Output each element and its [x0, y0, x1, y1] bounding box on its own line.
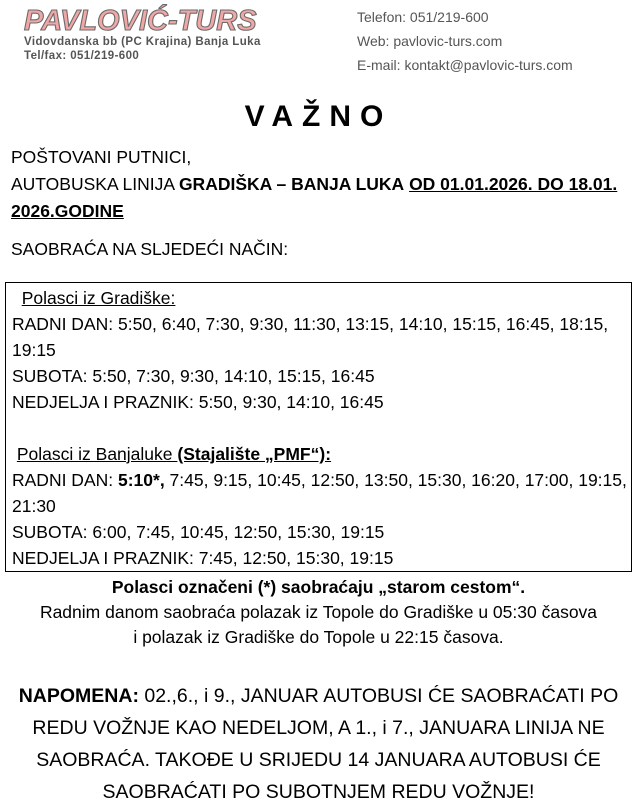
route-line	[11, 171, 621, 225]
gradiska-saturday: SUBOTA: 5:50, 7:30, 9:30, 14:10, 15:15, 16:45	[12, 366, 375, 386]
route-prefix: AUTOBUSKA LINIJA	[11, 174, 179, 194]
banjaluka-working-label: RADNI DAN:	[12, 470, 118, 490]
gradiska-sunday: NEDJELJA I PRAZNIK: 5:50, 9:30, 14:10, 16:45	[12, 392, 384, 412]
banjaluka-saturday: SUBOTA: 6:00, 7:45, 10:45, 12:50, 15:30, 19:15	[12, 522, 385, 542]
schedule-box	[5, 282, 632, 572]
banjaluka-stop: (Stajalište „PMF“):	[177, 444, 332, 464]
gradiska-working-day: RADNI DAN: 5:50, 6:40, 7:30, 9:30, 11:30, 13:15, 14:10, 15:15, 16:45, 18:15, 19:15	[12, 314, 609, 360]
company-logo	[22, 4, 322, 36]
telfax-line: Tel/fax: 051/219-600	[24, 50, 140, 62]
route-name: GRADIŠKA – BANJA LUKA	[178, 174, 405, 194]
address-line: Vidovdanska bb (PC Krajina) Banja Luka	[24, 36, 261, 48]
gradiska-heading: Polasci iz Gradiške:	[21, 288, 176, 308]
topola-note-1: Radnim danom saobraća polazak iz Topole do Gradiške u 05:30 časova	[39, 602, 598, 622]
banjaluka-marked-departure: 5:10*,	[117, 470, 165, 490]
email-line[interactable]: E-mail: kontakt@pavlovic-turs.com	[357, 57, 573, 73]
banjaluka-working-times: 7:45, 9:15, 10:45, 12:50, 13:50, 15:30, 16:20, 17:00, 19:15, 21:30	[12, 470, 627, 516]
napomena-label: NAPOMENA:	[18, 685, 139, 707]
banjaluka-sunday: NEDJELJA I PRAZNIK: 7:45, 12:50, 15:30, 19:15	[12, 548, 394, 568]
marked-note: Polasci označeni (*) saobraćaju „starom cestom“.	[111, 577, 526, 597]
gradiska-heading-row	[12, 285, 631, 311]
banjaluka-working-day	[12, 467, 631, 519]
intro-paragraph	[11, 144, 621, 225]
greeting: POŠTOVANI PUTNICI,	[11, 147, 192, 167]
web-line[interactable]: Web: pavlovic-turs.com	[357, 33, 503, 49]
phone-line: Telefon: 051/219-600	[357, 9, 489, 25]
company-address	[24, 35, 261, 63]
napomena-block	[10, 680, 627, 808]
banjaluka-heading: Polasci iz Banjaluke	[16, 444, 173, 464]
traffic-intro: SAOBRAĆA NA SLJEDEĆI NAČIN:	[11, 239, 289, 259]
notes	[0, 575, 637, 650]
logo-text: PAVLOVIĆ-TURS	[24, 5, 257, 36]
napomena-text: 02.,6., i 9., JANUAR AUTOBUSI ĆE SAOBRAĆATI PO REDU VOŽNJE KAO NEDELJOM, A 1., i 7., JANUARA LINIJA NE SAOBRAĆA. TAKOĐE U SRIJEDU 14 JANUARA AUTOBUSI ĆE SAOBRAĆATI PO SUBOTNJEM REDU VOŽNJE!	[32, 685, 619, 803]
logo-wordmark	[22, 4, 312, 36]
page-title: VAŽNO	[244, 100, 393, 133]
route-period: OD 01.01.2026. DO 18.01. 2026.GODINE	[11, 174, 618, 221]
contact-info	[357, 5, 573, 77]
topola-note-2: i polazak iz Gradiške do Topole u 22:15 časova.	[133, 627, 504, 647]
banjaluka-heading-row	[12, 441, 631, 467]
